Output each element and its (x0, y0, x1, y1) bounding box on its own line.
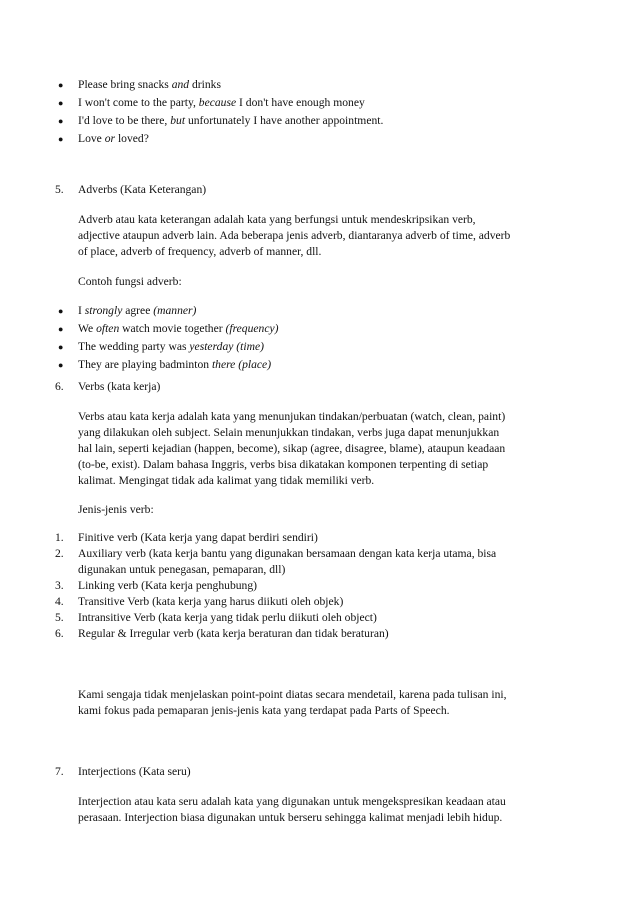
list-item (78, 304, 196, 318)
list-number: 5. (55, 611, 64, 624)
list-item (78, 114, 383, 128)
text: unfortunately I have another appointment. (185, 114, 384, 127)
list-number: 1. (55, 531, 64, 544)
paragraph-line: perasaan. Interjection biasa digunakan untuk berseru sehingga kalimat menjadi lebih hidup. (78, 811, 503, 824)
italic-text: (manner) (153, 304, 197, 317)
list-item: Regular & Irregular verb (kata kerja beraturan dan tidak beraturan) (78, 627, 389, 640)
italic-text: strongly (84, 304, 123, 317)
text: I won't come to the party, (78, 96, 199, 109)
italic-text: often (96, 322, 120, 335)
list-item (78, 78, 221, 92)
paragraph-line: hal lain, seperti kejadian (happen, become), sikap (agree, disagree, blame), ataupun keadaan (78, 442, 506, 455)
bullet-icon: ● (58, 80, 64, 90)
section-title: Adverbs (Kata Keterangan) (78, 183, 207, 196)
bullet-icon: ● (58, 342, 64, 352)
types-label: Jenis-jenis verb: (78, 503, 154, 516)
list-item: Intransitive Verb (kata kerja yang tidak perlu diikuti oleh object) (78, 611, 377, 624)
bullet-icon: ● (58, 116, 64, 126)
section-title: Verbs (kata kerja) (78, 380, 161, 393)
italic-text: yesterday (time) (189, 340, 264, 353)
text: I don't have enough money (236, 96, 365, 109)
list-item: Auxiliary verb (kata kerja bantu yang digunakan bersamaan dengan kata kerja utama, bisa (78, 547, 497, 560)
paragraph-line: of place, adverb of frequency, adverb of manner, dll. (78, 245, 322, 258)
paragraph-line: adjective ataupun adverb lain. Ada beberapa jenis adverb, diantaranya adverb of time, adverb (78, 229, 511, 242)
list-item (78, 340, 264, 354)
text: drinks (189, 78, 221, 91)
section-number: 7. (55, 765, 64, 778)
list-item (78, 322, 279, 336)
italic-text: but (170, 114, 186, 127)
text: loved? (115, 132, 149, 145)
list-number: 3. (55, 579, 64, 592)
text: watch movie together (119, 322, 226, 335)
italic-text: (frequency) (225, 322, 279, 335)
paragraph-line: (to-be, exist). Dalam bahasa Inggris, verbs bisa dikatakan komponen terpenting di setiap (78, 458, 489, 471)
text: Love (78, 132, 105, 145)
bullet-icon: ● (58, 360, 64, 370)
list-item: Finitive verb (Kata kerja yang dapat berdiri sendiri) (78, 531, 318, 544)
section-number: 5. (55, 183, 64, 196)
text: The wedding party was (78, 340, 190, 353)
note-line: kami fokus pada pemaparan jenis-jenis kata yang terdapat pada Parts of Speech. (78, 704, 450, 717)
paragraph-line: Interjection atau kata seru adalah kata yang digunakan untuk mengekspresikan keadaan atau (78, 795, 506, 808)
italic-text: or (104, 132, 116, 145)
italic-text: because (198, 96, 237, 109)
list-item: Linking verb (Kata kerja penghubung) (78, 579, 258, 592)
italic-text: there (place) (211, 358, 272, 371)
list-number: 2. (55, 547, 64, 560)
section-title: Interjections (Kata seru) (78, 765, 191, 778)
list-item (78, 358, 271, 372)
paragraph-line: kalimat. Mengingat tidak ada kalimat yang tidak memiliki verb. (78, 474, 375, 487)
paragraph-line: yang dilakukan oleh subject. Selain menunjukkan tindakan, verbs juga dapat menunjukkan (78, 426, 500, 439)
text: I (78, 304, 85, 317)
text: We (78, 322, 97, 335)
paragraph-line: Adverb atau kata keterangan adalah kata yang berfungsi untuk mendeskripsikan verb, (78, 213, 476, 226)
examples-label: Contoh fungsi adverb: (78, 275, 182, 288)
bullet-icon: ● (58, 324, 64, 334)
paragraph-line: Verbs atau kata kerja adalah kata yang menunjukan tindakan/perbuatan (watch, clean, paint) (78, 410, 506, 423)
note-line: Kami sengaja tidak menjelaskan point-point diatas secara mendetail, karena pada tulisan ini, (78, 688, 507, 701)
text: I'd love to be there, (78, 114, 171, 127)
bullet-icon: ● (58, 134, 64, 144)
text: They are playing badminton (78, 358, 212, 371)
section-number: 6. (55, 380, 64, 393)
italic-text: and (171, 78, 190, 91)
list-item (78, 132, 149, 146)
list-item: Transitive Verb (kata kerja yang harus diikuti oleh objek) (78, 595, 344, 608)
list-number: 4. (55, 595, 64, 608)
bullet-icon: ● (58, 306, 64, 316)
list-item-continuation: digunakan untuk penegasan, pemaparan, dll) (78, 563, 286, 576)
list-number: 6. (55, 627, 64, 640)
list-item (78, 96, 365, 110)
bullet-icon: ● (58, 98, 64, 108)
text: Please bring snacks (78, 78, 172, 91)
text: agree (122, 304, 154, 317)
